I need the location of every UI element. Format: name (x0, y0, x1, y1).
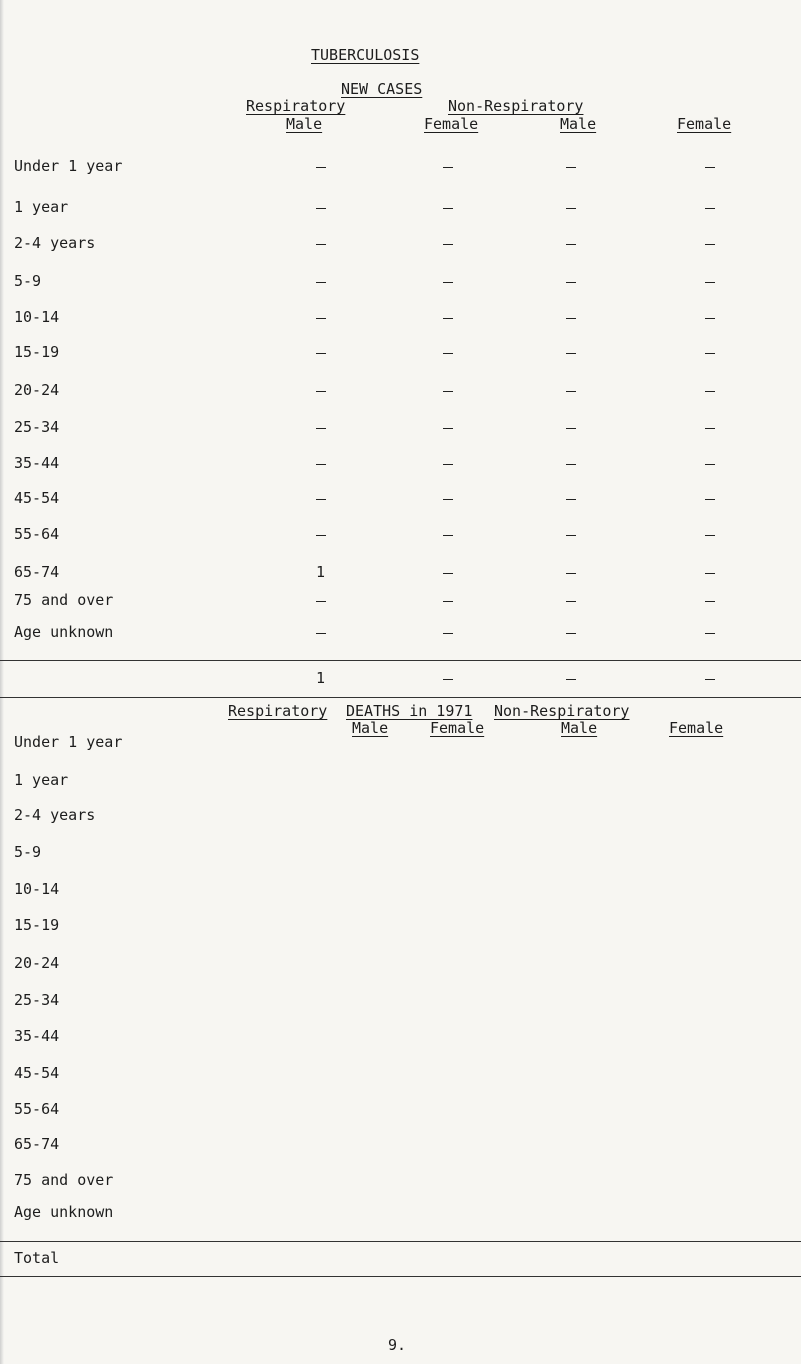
table-row (0, 454, 801, 478)
rule-below-totals (0, 697, 801, 698)
age-label: 55-64 (14, 1100, 60, 1118)
table-row (0, 308, 801, 332)
value-cell (316, 525, 376, 549)
value-cell (705, 308, 765, 332)
age-label: 25-34 (14, 991, 60, 1009)
value-cell (443, 454, 503, 478)
value-cell (443, 591, 503, 615)
table-row (0, 272, 801, 296)
value-cell (443, 198, 503, 222)
table-row (0, 343, 801, 367)
value-cell (566, 563, 626, 587)
table-row (0, 916, 801, 940)
value-cell (316, 343, 376, 367)
age-label: 25-34 (14, 418, 60, 436)
rule-below-total (0, 1276, 801, 1277)
value-cell (705, 234, 765, 258)
new-cases-col-male: Male (286, 115, 323, 133)
value-cell (566, 198, 626, 222)
value-cell (705, 623, 765, 647)
value-cell (705, 418, 765, 442)
table-row (0, 381, 801, 405)
age-label: 45-54 (14, 1064, 60, 1082)
rule-above-total (0, 1241, 801, 1242)
table-row (0, 525, 801, 549)
total-cell (566, 669, 626, 693)
page-title: TUBERCULOSIS (311, 46, 420, 64)
total-value: 1 (316, 669, 326, 687)
value-cell (443, 563, 503, 587)
value-cell (705, 157, 765, 181)
age-label: 5-9 (14, 272, 42, 290)
value-cell (566, 381, 626, 405)
age-label: 10-14 (14, 880, 60, 898)
value-cell (566, 234, 626, 258)
table-row (0, 623, 801, 647)
age-label: 1 year (14, 771, 69, 789)
value-cell (566, 525, 626, 549)
value-text: 1 (316, 563, 326, 581)
table-row (0, 591, 801, 615)
age-label: 75 and over (14, 591, 114, 609)
value-cell (316, 563, 376, 587)
value-cell (705, 381, 765, 405)
value-cell (443, 381, 503, 405)
value-cell (316, 308, 376, 332)
deaths-col-male-2: Male (561, 719, 598, 737)
deaths-group-respiratory: Respiratory (228, 702, 328, 720)
value-cell (316, 418, 376, 442)
age-label: Age unknown (14, 623, 114, 641)
deaths-col-female: Female (430, 719, 485, 737)
value-cell (316, 591, 376, 615)
value-cell (566, 454, 626, 478)
value-cell (566, 623, 626, 647)
table-row (0, 771, 801, 795)
age-label: Age unknown (14, 1203, 114, 1221)
table-row (0, 954, 801, 978)
age-label: 65-74 (14, 563, 60, 581)
table-row (0, 806, 801, 830)
deaths-col-female-2: Female (669, 719, 724, 737)
age-label: 20-24 (14, 954, 60, 972)
age-label: 65-74 (14, 1135, 60, 1153)
table-row (0, 234, 801, 258)
new-cases-heading: NEW CASES (341, 80, 423, 98)
value-cell (443, 157, 503, 181)
value-cell (705, 525, 765, 549)
age-label: 20-24 (14, 381, 60, 399)
age-label: 5-9 (14, 843, 42, 861)
new-cases-totals-row (0, 669, 801, 693)
table-row (0, 733, 801, 757)
table-row (0, 991, 801, 1015)
new-cases-col-female: Female (424, 115, 479, 133)
value-cell (316, 381, 376, 405)
table-row (0, 563, 801, 587)
age-label: 55-64 (14, 525, 60, 543)
age-label: 1 year (14, 198, 69, 216)
value-cell (443, 489, 503, 513)
value-cell (316, 234, 376, 258)
table-row (0, 198, 801, 222)
age-label: 45-54 (14, 489, 60, 507)
value-cell (566, 591, 626, 615)
table-row (0, 880, 801, 904)
value-cell (566, 308, 626, 332)
age-label: 35-44 (14, 1027, 60, 1045)
age-label: 75 and over (14, 1171, 114, 1189)
table-row (0, 1203, 801, 1227)
table-row (0, 1064, 801, 1088)
new-cases-group-respiratory: Respiratory (246, 97, 346, 115)
value-cell (443, 623, 503, 647)
age-label: Under 1 year (14, 157, 123, 175)
value-cell (316, 157, 376, 181)
value-cell (566, 489, 626, 513)
table-row (0, 1100, 801, 1124)
total-label: Total (14, 1249, 60, 1267)
new-cases-col-male-2: Male (560, 115, 597, 133)
value-cell (705, 198, 765, 222)
value-cell (705, 343, 765, 367)
value-cell (705, 272, 765, 296)
value-cell (443, 418, 503, 442)
value-cell (316, 489, 376, 513)
value-cell (316, 623, 376, 647)
rule-above-totals (0, 660, 801, 661)
value-cell (705, 563, 765, 587)
table-row (0, 489, 801, 513)
total-cell (316, 669, 376, 693)
table-row (0, 418, 801, 442)
new-cases-group-non-respiratory: Non-Respiratory (448, 97, 584, 115)
age-label: 15-19 (14, 343, 60, 361)
value-cell (566, 272, 626, 296)
value-cell (443, 525, 503, 549)
age-label: Under 1 year (14, 733, 123, 751)
value-cell (316, 272, 376, 296)
value-cell (443, 234, 503, 258)
value-cell (705, 591, 765, 615)
table-row (0, 843, 801, 867)
table-row (0, 157, 801, 181)
age-label: 15-19 (14, 916, 60, 934)
value-cell (443, 308, 503, 332)
value-cell (705, 454, 765, 478)
table-row (0, 1135, 801, 1159)
table-row (0, 1171, 801, 1195)
value-cell (443, 343, 503, 367)
deaths-heading: DEATHS in 1971 (346, 702, 473, 720)
value-cell (566, 418, 626, 442)
page-number: 9. (388, 1336, 407, 1354)
value-cell (316, 454, 376, 478)
deaths-group-non-respiratory: Non-Respiratory (494, 702, 630, 720)
age-label: 2-4 years (14, 234, 96, 252)
value-cell (443, 272, 503, 296)
total-cell (443, 669, 503, 693)
value-cell (705, 489, 765, 513)
age-label: 35-44 (14, 454, 60, 472)
value-cell (566, 343, 626, 367)
age-label: 10-14 (14, 308, 60, 326)
table-row (0, 1027, 801, 1051)
new-cases-col-female-2: Female (677, 115, 732, 133)
value-cell (316, 198, 376, 222)
deaths-col-male: Male (352, 719, 389, 737)
total-cell (705, 669, 765, 693)
value-cell (566, 157, 626, 181)
age-label: 2-4 years (14, 806, 96, 824)
